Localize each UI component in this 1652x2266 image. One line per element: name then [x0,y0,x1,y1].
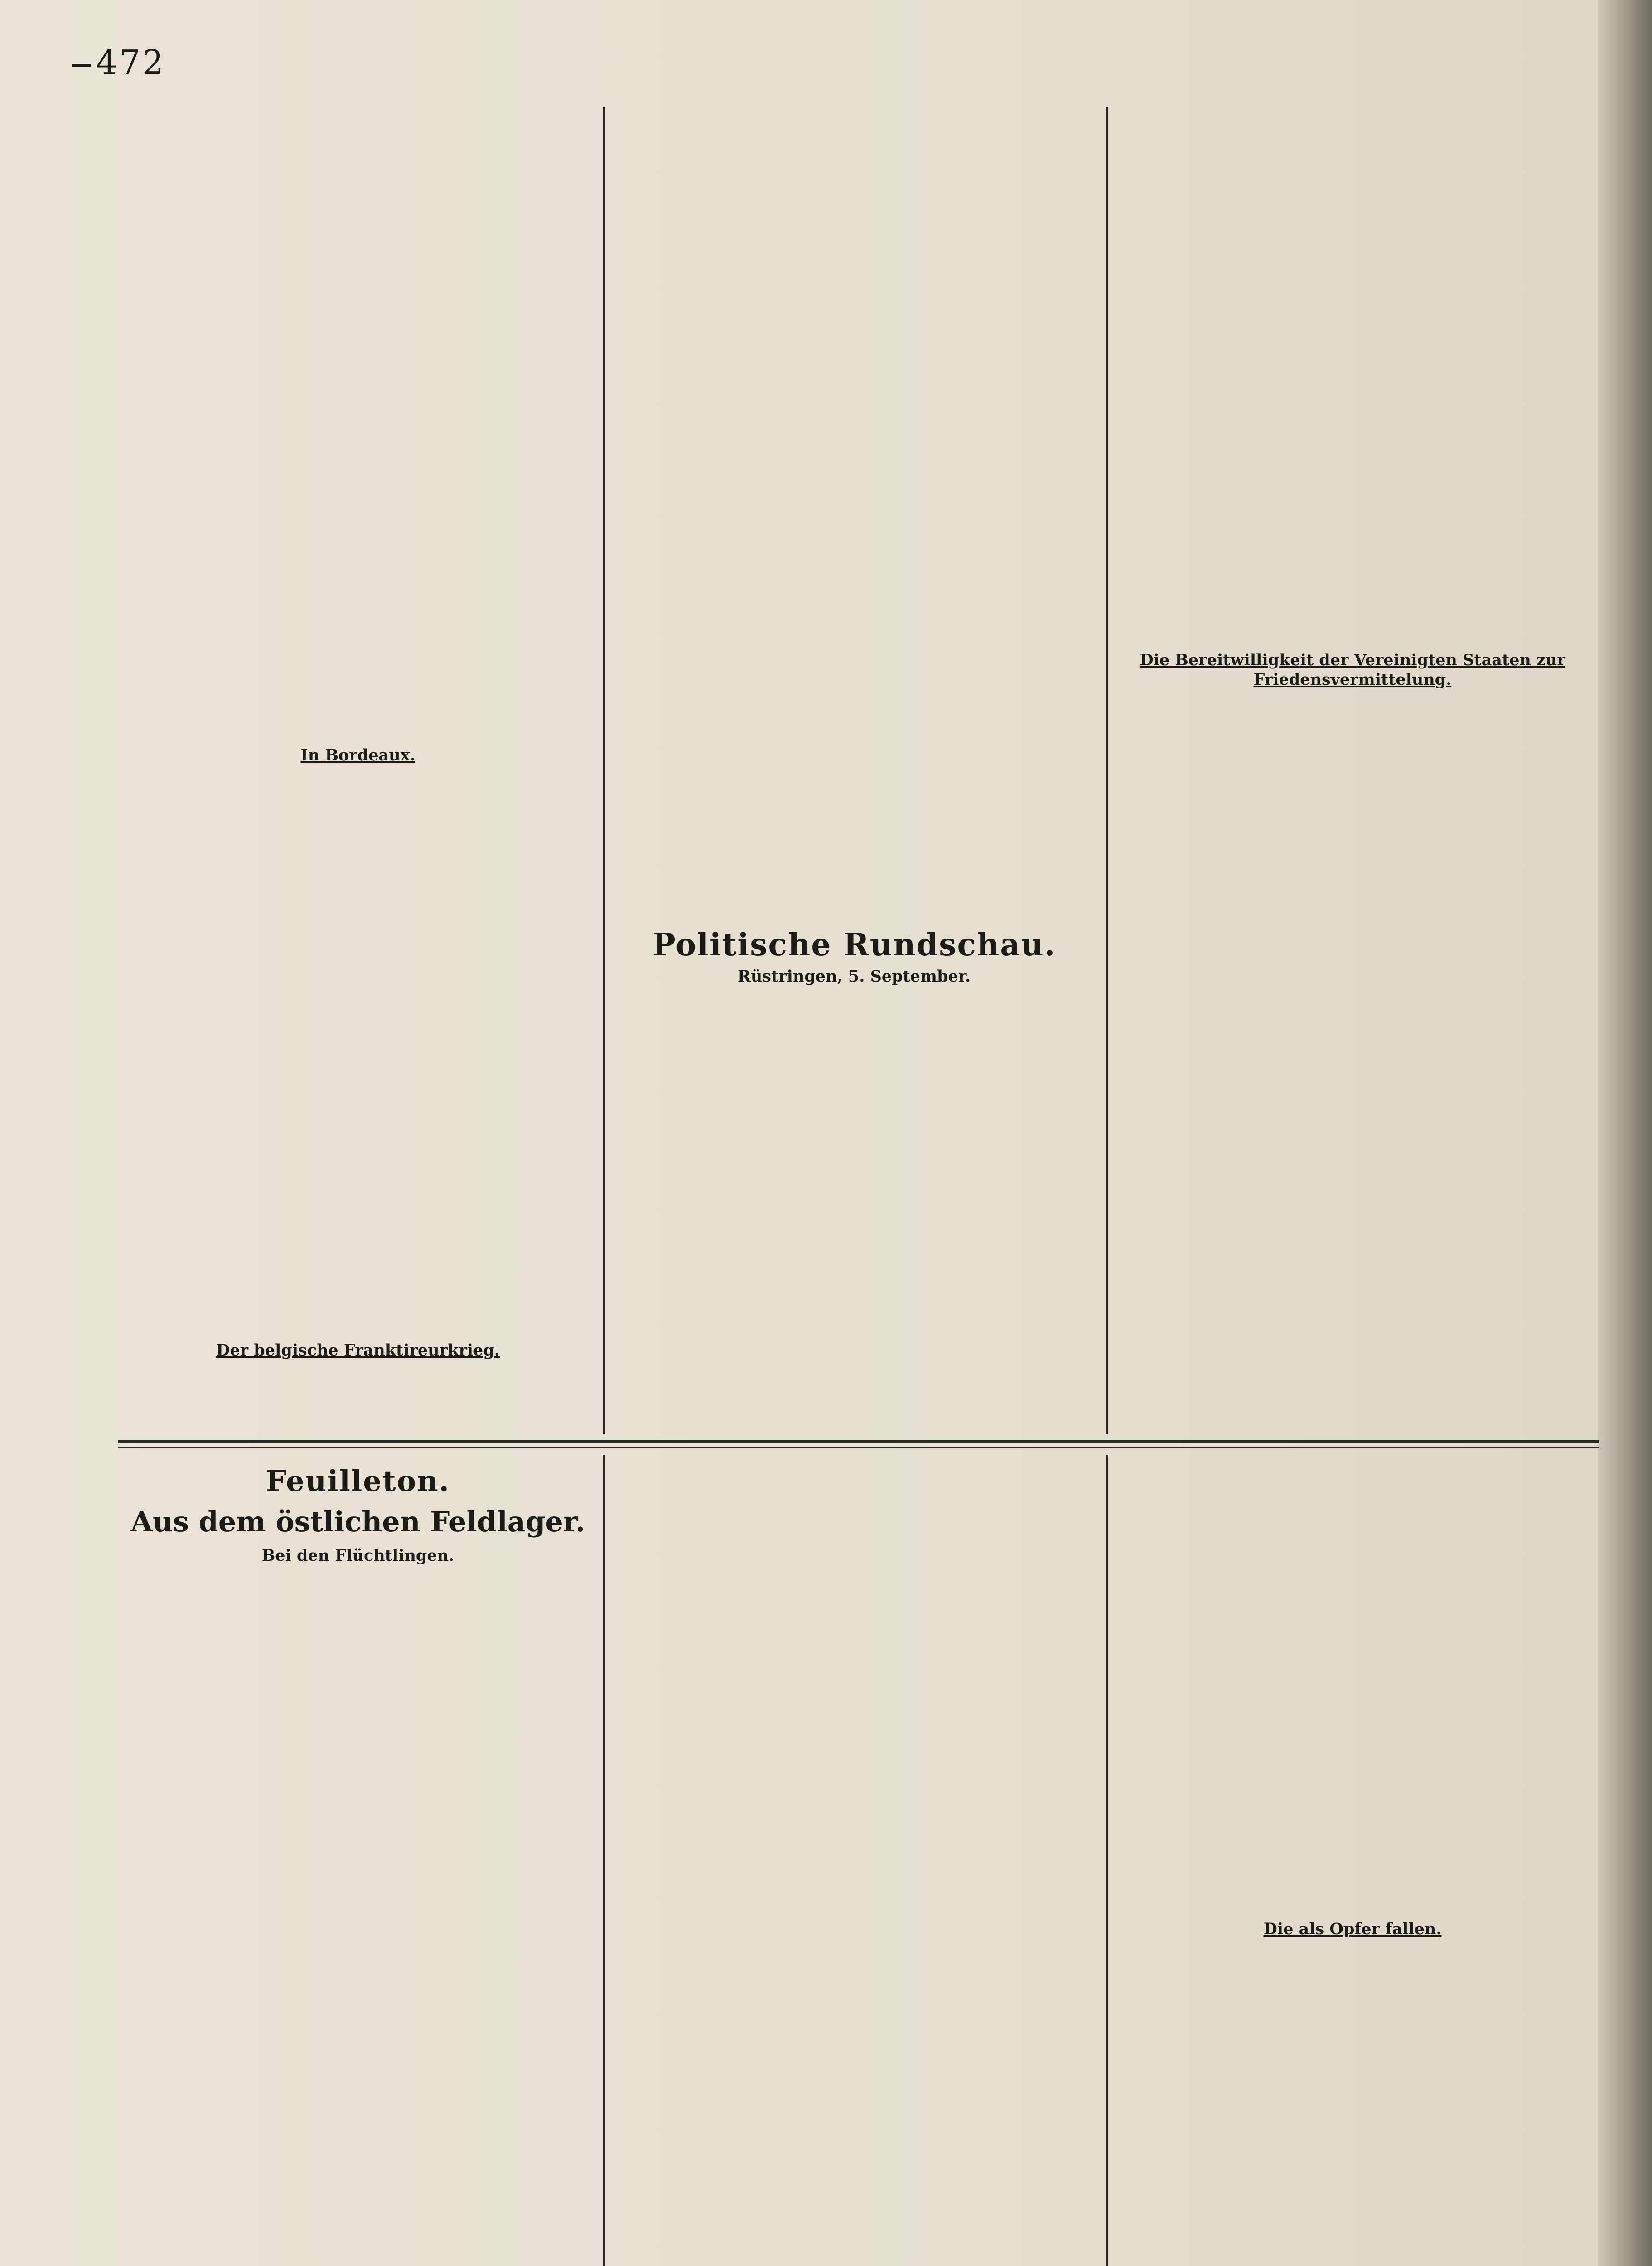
heading-opfer: Die als Opfer fallen. [1263,1920,1442,1938]
dateline-politische: Rüstringen, 5. September. [737,967,971,986]
heading-feldlager: Aus dem östlichen Feldlager. [130,1505,585,1538]
column-1 [122,111,594,1364]
heading-bordeaux: In Bordeaux. [300,746,415,765]
heading-politische-rundschau: Politische Rundschau. [652,927,1056,963]
subheading-fluechtlingen: Bei den Flüchtlingen. [261,1546,454,1565]
page-number-dash [72,64,91,67]
page-number-text: 472 [96,43,166,82]
column-rule-4 [1106,1455,1108,2266]
column-3 [1115,111,1590,693]
heading-feuilleton: Feuilleton. [266,1464,450,1498]
column-rule-3 [603,1455,605,2266]
page-number [72,43,165,82]
column-rule-1 [603,107,605,1434]
feuilleton-divider-thin [118,1447,1599,1448]
heading-bereitwilligkeit: Die Bereitwilligkeit der Vereinigten Staaten zur Friedensvermittelung. [1140,651,1565,689]
heading-franktireur: Der belgische Franktireurkrieg. [216,1341,500,1360]
column-rule-2 [1106,107,1108,1434]
column-2 [612,111,1097,993]
feuilleton-divider [118,1440,1599,1443]
feuilleton-column-3 [1115,1457,1590,1942]
feuilleton-column-1 [122,1457,594,1569]
book-binding-shadow [1598,0,1652,2266]
